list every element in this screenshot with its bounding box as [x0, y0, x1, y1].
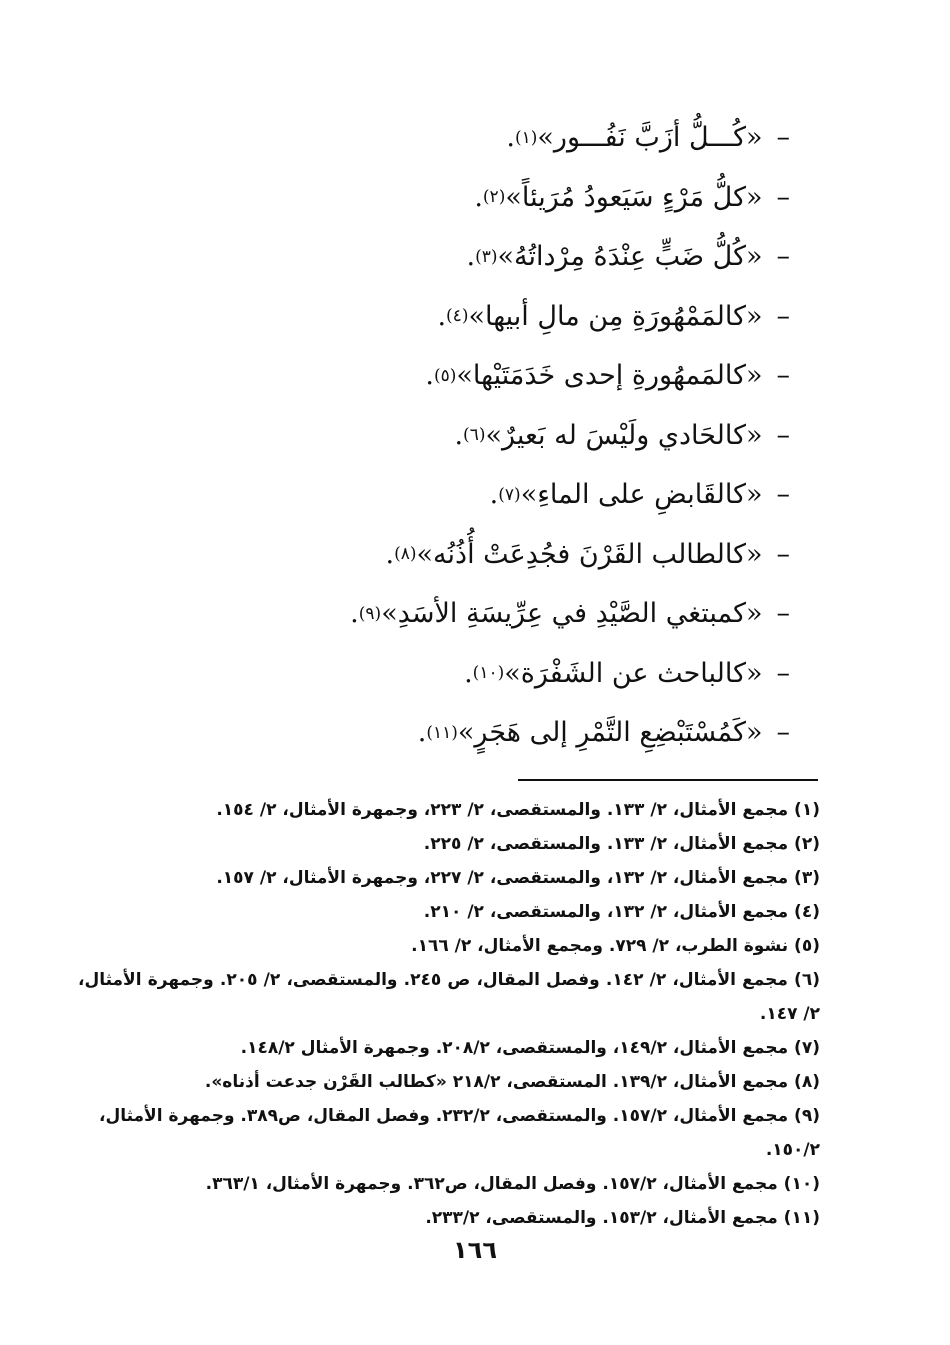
proverb-period: .	[425, 360, 434, 392]
proverb-item	[230, 346, 790, 406]
footnote: (٦) مجمع الأمثال، ٢/ ١٤٢. وفصل المقال، ص ٢٤٥. والمستقصى، ٢/ ٢٠٥. وجمهرة الأمثال، ٢/ ١٤٧.	[78, 970, 820, 1024]
proverb-dash: –	[776, 479, 790, 511]
footnote-list	[78, 793, 820, 1235]
proverb-period: .	[464, 657, 473, 689]
footnote: (٧) مجمع الأمثال، ١٤٩/٢، والمستقصى، ٢٠٨/٢. وجمهرة الأمثال ١٤٨/٢.	[240, 1038, 820, 1058]
proverb-dash: –	[776, 300, 790, 332]
proverb-period: .	[474, 181, 483, 213]
proverb-period: .	[385, 538, 395, 570]
proverb-text: «كُـــلُّ أزَبَّ نَفُـــور»	[537, 122, 763, 154]
proverb-dash: –	[776, 181, 790, 213]
proverb-item	[230, 227, 790, 287]
footnote-ref: (١١)	[426, 722, 458, 743]
proverb-period: .	[466, 241, 476, 273]
footnote: (٤) مجمع الأمثال، ٢/ ١٣٢، والمستقصى، ٢/ ٢١٠.	[423, 902, 820, 922]
footnote: (١٠) مجمع الأمثال، ١٥٧/٢. وفصل المقال، ص٣٦٢. وجمهرة الأمثال، ٣٦٣/١.	[205, 1174, 820, 1194]
footnote-ref: (٦)	[463, 425, 486, 446]
proverb-text: «كُلُّ ضَبٍّ عِنْدَهُ مِرْداتُهُ»	[497, 241, 763, 273]
footnote-ref: (٢)	[482, 187, 506, 208]
proverb-period: .	[506, 122, 515, 154]
footnote: (٩) مجمع الأمثال، ١٥٧/٢. والمستقصى، ٢٣٢/٢. وفصل المقال، ص٣٨٩. وجمهرة الأمثال، ١٥٠/٢.	[99, 1106, 820, 1160]
footnote: (٥) نشوة الطرب، ٢/ ٧٢٩. ومجمع الأمثال، ٢/ ١٦٦.	[411, 936, 820, 956]
proverb-dash: –	[776, 122, 790, 154]
page-number: ١٦٦	[453, 1236, 497, 1264]
proverb-text: «كَمُسْتَبْضِعِ التَّمْرِ إلى هَجَرٍ»	[457, 717, 763, 749]
footnote-ref: (٧)	[498, 484, 521, 505]
proverb-item	[230, 465, 790, 525]
proverb-item	[230, 108, 790, 168]
proverb-dash: –	[776, 598, 790, 630]
proverb-dash: –	[776, 717, 790, 749]
proverb-text: «كالمَمْهُورَةِ مِن مالِ أبيها»	[468, 300, 763, 332]
proverb-item	[230, 168, 790, 228]
proverb-item	[230, 703, 790, 763]
footnote-ref: (٤)	[446, 306, 469, 327]
proverb-text: «كالطالب القَرْنَ فجُدِعَتْ أُذُنُه»	[416, 538, 763, 570]
footnote-divider	[518, 779, 818, 781]
proverb-period: .	[350, 598, 359, 630]
proverb-item	[230, 287, 790, 347]
proverb-text: «كالباحث عن الشَفْرَة»	[504, 657, 763, 689]
footnote: (١١) مجمع الأمثال، ١٥٣/٢. والمستقصى، ٢٣٣/٢.	[425, 1208, 820, 1228]
proverb-text: «كالقَابضِ على الماءِ»	[520, 479, 763, 511]
proverb-text: «كمبتغي الصَّيْدِ في عِرِّيسَةِ الأسَدِ»	[381, 598, 763, 630]
proverb-item	[230, 525, 790, 585]
proverb-period: .	[454, 419, 464, 451]
footnote-ref: (٩)	[358, 603, 382, 624]
footnote-ref: (٥)	[433, 365, 457, 386]
proverb-item	[230, 406, 790, 466]
footnote-ref: (١)	[514, 127, 538, 148]
proverb-dash: –	[776, 241, 790, 273]
proverb-dash: –	[776, 657, 790, 689]
footnote: (٣) مجمع الأمثال، ٢/ ١٣٢، والمستقصى، ٢/ ٢٢٧، وجمهرة الأمثال، ٢/ ١٥٧.	[216, 868, 820, 888]
footnote: (٨) مجمع الأمثال، ١٣٩/٢. المستقصى، ٢١٨/٢ «كطالب القَرْن جدعت أذناه».	[204, 1072, 820, 1092]
proverb-dash: –	[776, 360, 790, 392]
proverb-text: «كالمَمهُورةِ إحدى خَدَمَتَيْها»	[456, 360, 763, 392]
proverb-item	[230, 644, 790, 704]
proverb-period: .	[489, 479, 499, 511]
proverb-item	[230, 584, 790, 644]
proverb-period: .	[437, 300, 447, 332]
footnote: (١) مجمع الأمثال، ٢/ ١٣٣. والمستقصى، ٢/ ٢٢٣، وجمهرة الأمثال، ٢/ ١٥٤.	[216, 800, 820, 820]
proverb-list	[230, 108, 790, 763]
footnote-ref: (٣)	[475, 246, 498, 267]
proverb-dash: –	[776, 538, 790, 570]
footnote-ref: (١٠)	[472, 663, 505, 684]
proverb-text: «كلُّ مَرْءٍ سَيَعودُ مُرَيئاً»	[505, 181, 763, 213]
footnote-ref: (٨)	[394, 544, 417, 565]
proverb-dash: –	[776, 419, 790, 451]
footnote: (٢) مجمع الأمثال، ٢/ ١٣٣. والمستقصى، ٢/ ٢٢٥.	[423, 834, 820, 854]
proverb-text: «كالحَادي ولَيْسَ له بَعيرٌ»	[485, 419, 763, 451]
proverb-period: .	[417, 717, 427, 749]
